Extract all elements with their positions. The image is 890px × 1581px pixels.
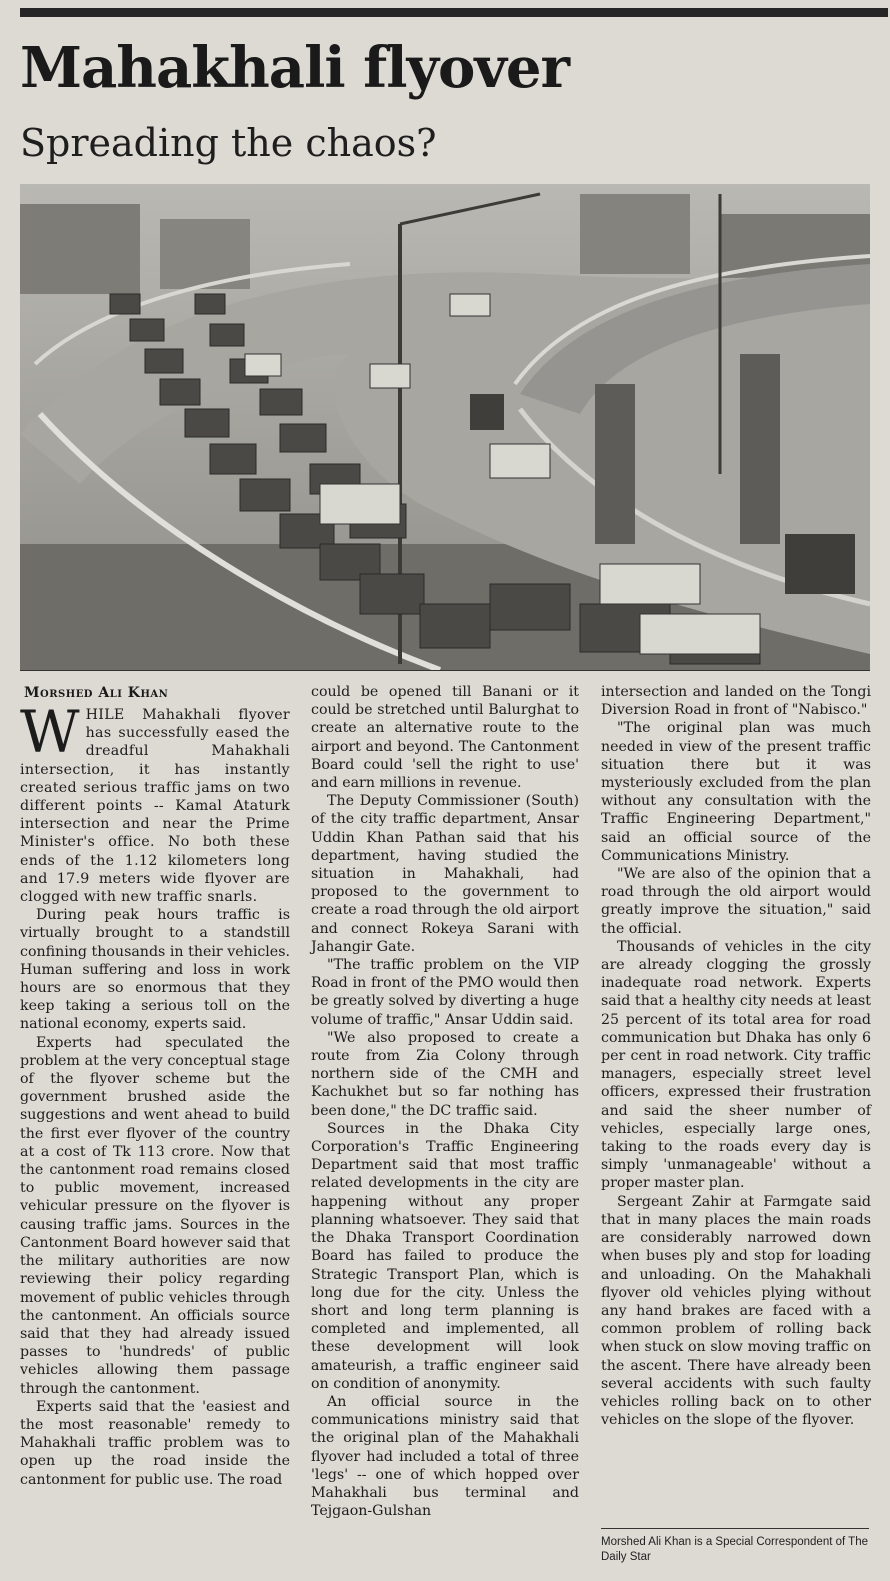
paragraph: "We also proposed to create a route from Zia Colony through northern side of the CMH and Kachukhet but so far nothing has been done," the DC traffic said. — [311, 1029, 579, 1119]
byline: Morshed Ali Khan — [24, 685, 169, 701]
paragraph: An official source in the communications ministry said that the original plan of the Mahakhali flyover had included a total of three 'legs' -- one of which hopped over Mahakhali bus terminal and Tejgaon-Gulshan — [311, 1393, 579, 1520]
paragraph: Experts said that the 'easiest and the most reasonable' remedy to Mahakhali traffic problem was to open up the road inside the cantonment for public use. The road — [20, 1398, 290, 1488]
flyover-photo — [20, 184, 870, 671]
drop-cap: W — [20, 698, 80, 766]
paragraph: could be opened till Banani or it could be stretched until Balurghat to create an alternative route to the airport and beyond. The Cantonment Board could 'sell the right to use' and earn millions in revenue. — [311, 684, 579, 792]
flyover-photo-illustration — [20, 184, 870, 670]
author-note: Morshed Ali Khan is a Special Correspondent of The Daily Star — [601, 1536, 868, 1563]
paragraph: Thousands of vehicles in the city are already clogging the grossly inadequate road network. Experts said that a healthy city needs at least 25 percent of its total area for road communication but Dhaka has only 6 per cent in road network. City traffic managers, especially street level officers, expressed their frustration and said the sheer number of vehicles, especially large ones, taking to the roads every day is simply 'unmanageable' without a proper master plan. — [601, 938, 871, 1192]
paragraph: Experts had speculated the problem at the very conceptual stage of the flyover scheme but the government brushed aside the suggestions and went ahead to build the first ever flyover of the country at a cost of Tk 113 crore. Now that the cantonment road remains closed to public movement, increased vehicular pressure on the flyover is causing traffic jams. Sources in the Cantonment Board however said that the military authorities are now reviewing their policy regarding movement of public vehicles through the cantonment. An officials source said that they had already issued passes to 'hundreds' of public vehicles allowing them passage through the cantonment. — [20, 1034, 290, 1397]
article-column-3 — [601, 683, 871, 1429]
footer-rule — [601, 1528, 869, 1529]
top-rule — [20, 8, 888, 17]
paragraph: "The traffic problem on the VIP Road in front of the PMO would then be greatly solved by diverting a huge volume of traffic," Ansar Uddin said. — [311, 957, 579, 1028]
paragraph: "The original plan was much needed in view of the present traffic situation there but it was mysteriously excluded from the plan without any consultation with the Traffic Engineering Department," said an official source of the Communications Ministry. — [601, 720, 871, 864]
article-column-1 — [20, 698, 290, 1489]
paragraph: Sergeant Zahir at Farmgate said that in many places the main roads are considerably narrowed down when buses ply and stop for loading and unloading. On the Mahakhali flyover old vehicles plying without any hand brakes are faced with a common problem of rolling back when stuck on slow moving traffic on the ascent. There have already been several accidents with such faulty vehicles rolling back on to other vehicles on the slope of the flyover. — [601, 1193, 871, 1429]
paragraph: intersection and landed on the Tongi Diversion Road in front of "Nabisco." — [601, 684, 871, 719]
paragraph: "We are also of the opinion that a road through the old airport would greatly improve the situation," said the official. — [601, 866, 871, 937]
article-column-2 — [311, 683, 579, 1520]
paragraph: The Deputy Commissioner (South) of the city traffic department, Ansar Uddin Khan Pathan said that his department, having studied the situation in Mahakhali, had proposed to the government to create a road through the old airport and connect Rokeya Sarani with Jahangir Gate. — [311, 793, 579, 955]
lead-paragraph-text: HILE Mahakhali flyover has successfully eased the dreadful Mahakhali intersection, it has instantly created serious traffic jams on two different points -- Kamal Ataturk intersection and near the Prime Minister's office. No both these ends of the 1.12 kilometers long and 17.9 meters wide flyover are clogged with new traffic snarls. — [20, 707, 290, 906]
headline: Mahakhali flyover — [20, 35, 570, 101]
paragraph: Sources in the Dhaka City Corporation's Traffic Engineering Department said that most traffic related developments in the city are happening without any proper planning whatsoever. They said that the Dhaka Transport Coordination Board has failed to produce the Strategic Transport Plan, which is long due for the city. Unless the short and long term planning is completed and implemented, all these development will look amateurish, a traffic engineer said on condition of anonymity. — [311, 1120, 579, 1392]
lead-paragraph — [20, 698, 290, 906]
paragraph: During peak hours traffic is virtually brought to a standstill confining thousands in their vehicles. Human suffering and loss in work hours are so enormous that they keep taking a serious toll on the national economy, experts said. — [20, 907, 290, 1033]
subhead: Spreading the chaos? — [20, 121, 437, 165]
